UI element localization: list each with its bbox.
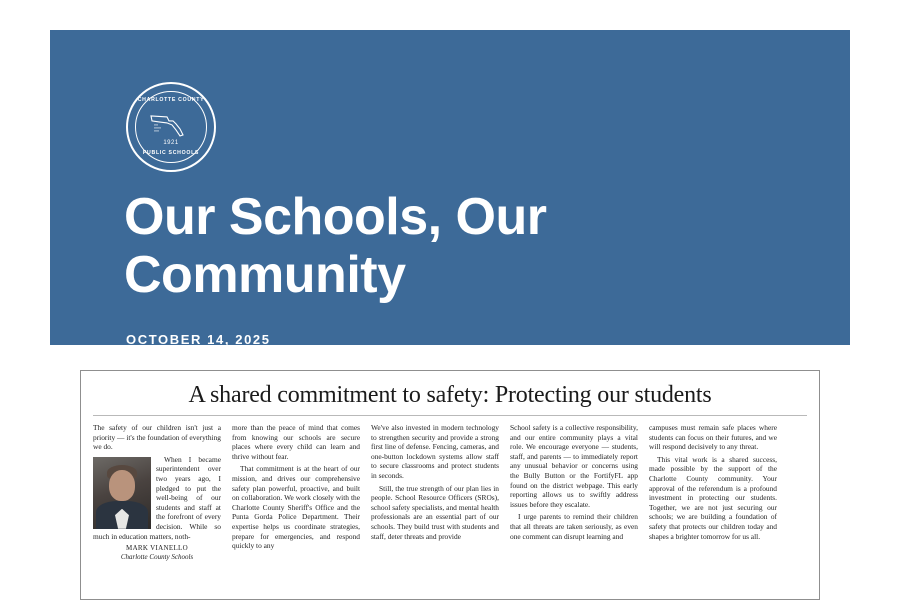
district-seal-logo — [126, 82, 216, 172]
seal-bottom-text: PUBLIC SCHOOLS — [142, 150, 200, 156]
article-column-2 — [232, 423, 360, 554]
seal-top-text: CHARLOTTE COUNTY — [137, 97, 205, 103]
article-paragraph: Still, the true strength of our plan lies in people. School Resource Officers (SROs), school safety specialists, and mental health professionals are an essential part of our schools. They build trust with students and staff, deter threats and provide — [371, 483, 499, 541]
portrait-name: MARK VIANELLO — [126, 544, 188, 553]
article-columns — [81, 423, 819, 566]
headline-divider — [93, 415, 807, 416]
article-paragraph: School safety is a collective responsibility, and our entire community plays a vital role. We encourage everyone — students, staff, and parents — to immediately report any unusual behavior or concerns using the Bully Button or the FortifyFL app found on the district webpage. This early reporting allows us to swiftly address issues before they escalate. — [510, 423, 638, 509]
hero-banner — [50, 30, 850, 345]
article-clipping — [80, 370, 820, 600]
article-paragraph: campuses must remain safe places where students can focus on their futures, and we will respond decisively to any threat. — [649, 423, 777, 452]
article-paragraph: more than the peace of mind that comes from knowing our schools are secure places where every child can learn and thrive without fear. — [232, 423, 360, 461]
article-paragraph: When I became superintendent over two years ago, I pledged to put the well-being of our students and staff at the forefront of every decision. While so much in education matters, noth- — [93, 454, 221, 541]
article-paragraph: The safety of our children isn't just a priority — it's the foundation of everything we do. — [93, 423, 221, 452]
article-headline: A shared commitment to safety: Protecting our students — [188, 382, 712, 408]
article-paragraph: This vital work is a shared success, made possible by the support of the Charlotte County community. Your approval of the referendum is a profound investment in protecting our students. Together, we are not just securing our schools; we are building a foundation of safety that protects our children today and shapes a brighter tomorrow for us all. — [649, 454, 777, 541]
article-column-1 — [93, 423, 221, 566]
article-paragraph: We've also invested in modern technology to strengthen security and provide a strong first line of defense. Fencing, cameras, and one-button lockdown systems allow staff to secure classrooms and protect students in seconds. — [371, 423, 499, 480]
portrait-figure — [93, 457, 151, 529]
seal-year: 1921 — [163, 140, 179, 146]
issue-date: OCTOBER 14, 2025 — [126, 332, 271, 345]
portrait-caption — [93, 544, 221, 562]
superintendent-photo — [93, 457, 151, 529]
article-column-5 — [649, 423, 777, 544]
article-column-3 — [371, 423, 499, 544]
portrait-role: Charlotte County Schools — [120, 553, 194, 562]
article-paragraph: I urge parents to remind their children that all threats are taken seriously, as even one comment can disrupt learning and — [510, 512, 638, 541]
article-column-4 — [510, 423, 638, 544]
florida-state-outline-icon — [149, 112, 193, 138]
page-title: Our Schools, Our Community — [124, 188, 547, 304]
seal-outer-ring — [126, 82, 216, 172]
article-paragraph: That commitment is at the heart of our mission, and drives our comprehensive safety plan powerful, proactive, and built on collaboration. We work closely with the Charlotte County Sheriff's Office and the Punta Gorda Police Department. Their expertise helps us coordinate strategies, prepare for emergencies, and respond quickly to any — [232, 464, 360, 551]
